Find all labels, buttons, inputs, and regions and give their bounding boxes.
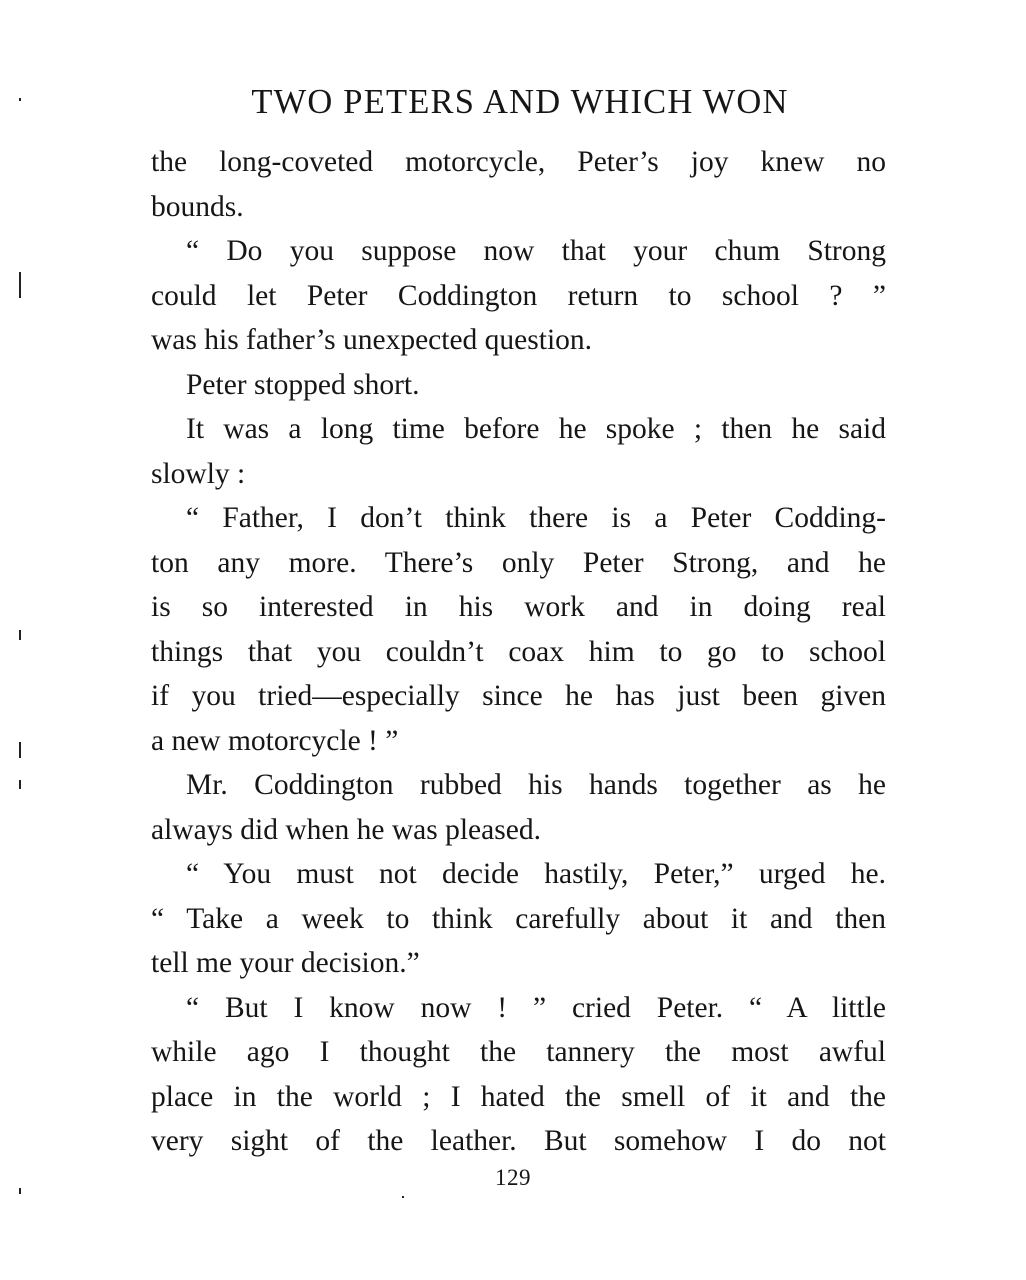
text-line: Peter stopped short. <box>186 368 420 401</box>
body-text <box>151 140 886 1164</box>
text-line: very sight of the leather. But somehow I do not <box>151 1125 886 1157</box>
text-line: if you tried—especially since he has just been given <box>151 680 886 712</box>
text-line: “ Father, I don’t think there is a Peter Codding- <box>186 502 886 534</box>
text-line: ton any more. There’s only Peter Strong, and he <box>151 546 886 579</box>
scan-speck <box>19 1188 21 1194</box>
text-line: “ You must not decide hastily, Peter,” urged he. <box>186 858 886 890</box>
text-line: the long-coveted motorcycle, Peter’s joy knew no <box>151 146 886 178</box>
scan-speck <box>19 742 21 758</box>
text-line: could let Peter Coddington return to school ? ” <box>151 279 886 312</box>
scan-speck <box>19 630 21 640</box>
text-line: tell me your decision.” <box>151 947 420 979</box>
text-line: was his father’s unexpected question. <box>151 324 593 356</box>
text-line: “ Do you suppose now that your chum Strong <box>186 235 886 267</box>
text-line: “ Take a week to think carefully about it and then <box>151 902 886 935</box>
running-head: TWO PETERS AND WHICH WON <box>251 83 789 121</box>
scan-speck <box>19 272 21 298</box>
scan-speck <box>19 98 21 101</box>
text-line: things that you couldn’t coax him to go to school <box>151 635 886 668</box>
text-line: bounds. <box>151 190 244 223</box>
scan-speck <box>402 1196 404 1198</box>
page-number: 129 <box>495 1165 531 1190</box>
text-line: is so interested in his work and in doing real <box>151 591 886 623</box>
text-line: “ But I know now ! ” cried Peter. “ A little <box>186 991 886 1024</box>
scan-speck <box>19 780 21 789</box>
text-line: place in the world ; I hated the smell of it and the <box>151 1080 886 1113</box>
text-line: always did when he was pleased. <box>151 813 541 846</box>
text-line: while ago I thought the tannery the most awful <box>151 1036 886 1068</box>
text-line: It was a long time before he spoke ; then he said <box>186 413 886 445</box>
text-line: slowly : <box>151 457 246 490</box>
text-line: Mr. Coddington rubbed his hands together as he <box>186 769 886 801</box>
text-line: a new motorcycle ! ” <box>151 724 399 757</box>
